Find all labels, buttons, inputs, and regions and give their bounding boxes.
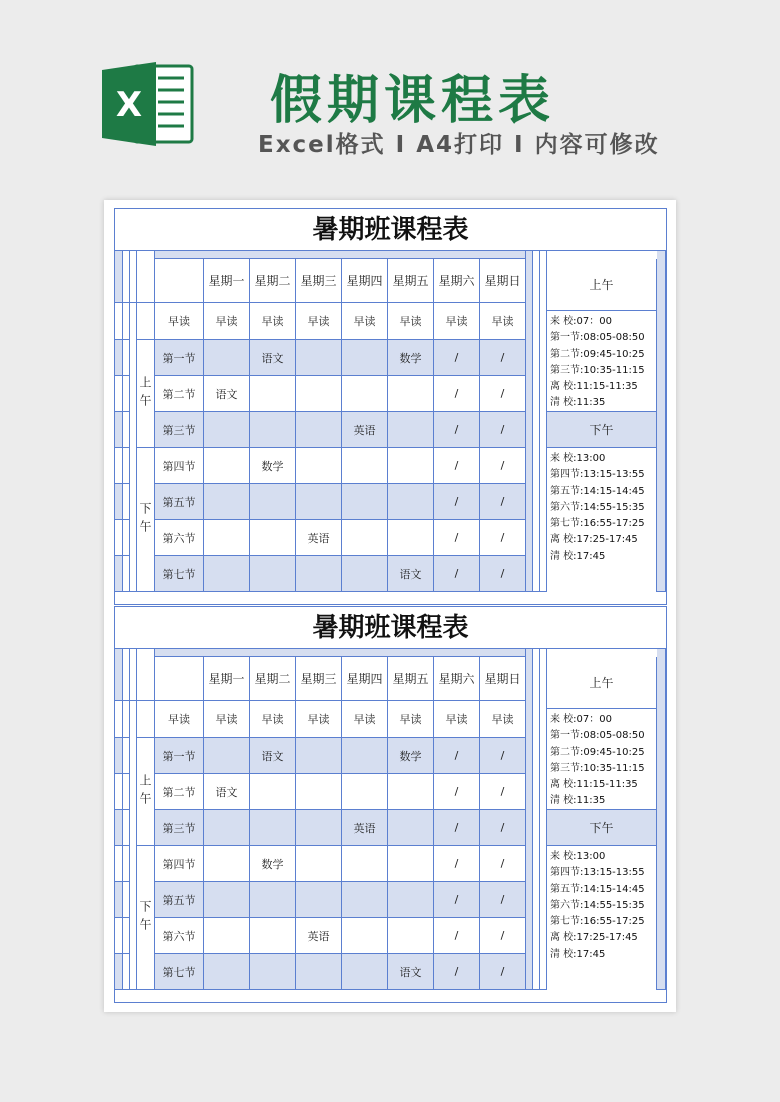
schedule-cell: 早读	[342, 701, 388, 738]
day-header: 星期二	[250, 657, 296, 701]
schedule-cell: /	[480, 520, 526, 556]
schedule-cell: 语文	[388, 954, 434, 990]
schedule-cell: /	[480, 954, 526, 990]
schedule-cell	[388, 810, 434, 846]
afternoon-time-head: 下午	[547, 810, 657, 846]
spacer-col	[115, 412, 123, 448]
spacer-col	[115, 738, 123, 774]
day-header: 星期一	[204, 657, 250, 701]
schedule-cell: /	[434, 376, 480, 412]
day-header: 星期三	[296, 657, 342, 701]
period-label: 第四节	[155, 846, 204, 882]
period-label: 第五节	[155, 882, 204, 918]
day-header: 星期六	[434, 259, 480, 303]
schedule-cell: 语文	[204, 376, 250, 412]
schedule-cell: /	[480, 556, 526, 592]
header-blank	[155, 259, 204, 303]
day-header: 星期一	[204, 259, 250, 303]
schedule-cell	[250, 556, 296, 592]
schedule-cell: 英语	[296, 918, 342, 954]
schedule-cell	[250, 376, 296, 412]
schedule-cell: /	[434, 918, 480, 954]
schedule-cell: 早读	[480, 303, 526, 340]
time-entry: 第二节:09:45-10:25	[550, 746, 645, 758]
schedule-cell: /	[480, 340, 526, 376]
period-label: 第五节	[155, 484, 204, 520]
spacer-col	[123, 412, 130, 448]
time-entry: 第四节:13:15-13:55	[550, 469, 645, 481]
schedule-cell: 早读	[296, 701, 342, 738]
spacer-col	[123, 251, 130, 303]
period-label: 早读	[155, 303, 204, 340]
schedule-cell	[296, 484, 342, 520]
period-label: 第三节	[155, 810, 204, 846]
schedule-cell	[342, 774, 388, 810]
spacer-col	[123, 340, 130, 376]
schedule-cell	[204, 520, 250, 556]
spacer-col	[115, 520, 123, 556]
time-entry: 第七节:16:55-17:25	[550, 518, 645, 530]
period-label: 第一节	[155, 340, 204, 376]
schedule-cell	[204, 954, 250, 990]
schedule-cell: 数学	[250, 448, 296, 484]
time-entry: 清 校:11:35	[550, 397, 606, 409]
time-entry: 第五节:14:15-14:45	[550, 883, 645, 895]
spacer-col	[115, 774, 123, 810]
schedule-cell	[250, 412, 296, 448]
spacer-col	[115, 484, 123, 520]
schedule-cell	[388, 484, 434, 520]
schedule-cell: /	[480, 918, 526, 954]
spacer-col	[115, 954, 123, 990]
time-entry: 第七节:16:55-17:25	[550, 916, 645, 928]
band-strip	[155, 649, 526, 657]
schedule-cell: 早读	[388, 303, 434, 340]
spacer-col	[123, 520, 130, 556]
spacer-col	[123, 846, 130, 882]
spacer-col	[123, 738, 130, 774]
table-title: 暑期班课程表	[115, 607, 666, 649]
schedule-cell: 数学	[388, 340, 434, 376]
schedule-table	[114, 208, 667, 605]
schedule-cell	[204, 448, 250, 484]
day-header: 星期六	[434, 657, 480, 701]
schedule-cell	[388, 882, 434, 918]
schedule-cell: 早读	[342, 303, 388, 340]
schedule-cell	[296, 882, 342, 918]
schedule-cell	[250, 484, 296, 520]
period-label: 第二节	[155, 774, 204, 810]
schedule-cell	[388, 448, 434, 484]
schedule-cell	[342, 376, 388, 412]
schedule-cell: /	[434, 954, 480, 990]
spacer-col	[657, 649, 666, 990]
header-blank	[155, 657, 204, 701]
schedule-cell	[250, 520, 296, 556]
schedule-table	[114, 606, 667, 1003]
table-title: 暑期班课程表	[115, 209, 666, 251]
time-entry: 第六节:14:55-15:35	[550, 899, 645, 911]
time-entry: 第六节:14:55-15:35	[550, 501, 645, 513]
schedule-cell: /	[480, 774, 526, 810]
schedule-cell: /	[434, 846, 480, 882]
spacer-col	[657, 251, 666, 592]
time-entry: 清 校:17:45	[550, 948, 606, 960]
afternoon-time-head: 下午	[547, 412, 657, 448]
schedule-cell	[250, 882, 296, 918]
time-entry: 第一节:08:05-08:50	[550, 730, 645, 742]
morning-time-head: 上午	[547, 657, 657, 709]
spacer-col	[540, 649, 547, 990]
schedule-cell: 英语	[342, 810, 388, 846]
schedule-cell: /	[480, 810, 526, 846]
schedule-cell: /	[434, 520, 480, 556]
time-entry: 清 校:11:35	[550, 795, 606, 807]
schedule-cell: /	[434, 484, 480, 520]
time-entry: 第三节:10:35-11:15	[550, 364, 645, 376]
schedule-cell: 早读	[434, 303, 480, 340]
spacer-col	[123, 954, 130, 990]
schedule-cell	[296, 954, 342, 990]
day-header: 星期三	[296, 259, 342, 303]
schedule-cell	[204, 882, 250, 918]
time-entry: 清 校:17:45	[550, 550, 606, 562]
schedule-cell: /	[480, 882, 526, 918]
spacer-col	[526, 251, 533, 592]
spacer-col	[130, 303, 137, 592]
spacer-col	[115, 701, 123, 738]
schedule-cell	[296, 340, 342, 376]
spacer-col	[115, 649, 123, 701]
spacer-col	[123, 303, 130, 340]
day-header: 星期四	[342, 259, 388, 303]
period-label: 第一节	[155, 738, 204, 774]
time-entry: 第一节:08:05-08:50	[550, 332, 645, 344]
page-subtitle: Excel格式 I A4打印 I 内容可修改	[258, 132, 660, 158]
corner-cell	[137, 251, 155, 303]
corner-cell	[137, 649, 155, 701]
schedule-cell	[296, 376, 342, 412]
time-entry: 第二节:09:45-10:25	[550, 348, 645, 360]
schedule-cell: 语文	[204, 774, 250, 810]
spacer-col	[115, 882, 123, 918]
schedule-cell	[204, 556, 250, 592]
schedule-cell	[388, 520, 434, 556]
spacer-col	[115, 251, 123, 303]
spacer-col	[123, 448, 130, 484]
schedule-cell	[296, 556, 342, 592]
spacer-col	[115, 918, 123, 954]
schedule-cell	[204, 918, 250, 954]
schedule-cell	[250, 954, 296, 990]
schedule-cell	[388, 918, 434, 954]
day-header: 星期二	[250, 259, 296, 303]
schedule-cell	[296, 412, 342, 448]
spacer-col	[115, 448, 123, 484]
schedule-cell	[204, 738, 250, 774]
spacer-col	[123, 774, 130, 810]
schedule-cell	[204, 846, 250, 882]
spacer-col	[130, 701, 137, 990]
schedule-cell	[296, 846, 342, 882]
afternoon-label: 下午	[137, 846, 155, 990]
schedule-cell: 早读	[250, 701, 296, 738]
spacer-col	[123, 484, 130, 520]
spacer-col	[533, 251, 540, 592]
day-header: 星期五	[388, 657, 434, 701]
time-entry: 离 校:11:15-11:35	[550, 779, 638, 791]
schedule-cell: 语文	[250, 738, 296, 774]
schedule-cell: 早读	[480, 701, 526, 738]
spacer-col	[123, 882, 130, 918]
schedule-cell: /	[434, 774, 480, 810]
band-strip	[155, 251, 526, 259]
spacer-col	[130, 251, 137, 303]
schedule-cell	[250, 774, 296, 810]
excel-letter: X	[115, 85, 143, 125]
schedule-cell: /	[480, 448, 526, 484]
time-entry: 来 校:13:00	[550, 851, 606, 862]
spacer-col	[123, 918, 130, 954]
spacer-col	[533, 649, 540, 990]
time-entry: 离 校:17:25-17:45	[550, 534, 638, 546]
period-label: 早读	[155, 701, 204, 738]
period-label: 第三节	[155, 412, 204, 448]
time-entry: 来 校:07：00	[550, 714, 612, 725]
time-entry: 来 校:13:00	[550, 453, 606, 464]
day-header: 星期四	[342, 657, 388, 701]
spacer-col	[115, 810, 123, 846]
schedule-cell	[342, 448, 388, 484]
blank-cell	[137, 303, 155, 340]
schedule-cell	[342, 484, 388, 520]
period-label: 第七节	[155, 954, 204, 990]
spacer-col	[540, 251, 547, 592]
time-entry: 离 校:17:25-17:45	[550, 932, 638, 944]
schedule-cell: /	[480, 484, 526, 520]
period-label: 第六节	[155, 520, 204, 556]
time-entry: 来 校:07：00	[550, 316, 612, 327]
schedule-cell	[342, 846, 388, 882]
spacer-col	[130, 649, 137, 701]
period-label: 第二节	[155, 376, 204, 412]
day-header: 星期日	[480, 259, 526, 303]
morning-label: 上午	[137, 340, 155, 448]
schedule-cell: 英语	[342, 412, 388, 448]
morning-time-list	[547, 709, 657, 810]
schedule-cell: /	[480, 846, 526, 882]
schedule-cell: 早读	[388, 701, 434, 738]
schedule-cell: /	[480, 376, 526, 412]
schedule-cell	[204, 340, 250, 376]
afternoon-time-list	[547, 846, 657, 990]
schedule-cell	[296, 774, 342, 810]
spacer-col	[115, 303, 123, 340]
document-sheet	[104, 200, 676, 1012]
schedule-cell: /	[434, 556, 480, 592]
spacer-col	[123, 701, 130, 738]
spacer-col	[115, 376, 123, 412]
schedule-cell: 语文	[250, 340, 296, 376]
schedule-cell	[342, 954, 388, 990]
schedule-cell: 早读	[434, 701, 480, 738]
schedule-cell	[342, 556, 388, 592]
schedule-cell	[204, 412, 250, 448]
schedule-cell: 语文	[388, 556, 434, 592]
schedule-cell: /	[434, 882, 480, 918]
afternoon-label: 下午	[137, 448, 155, 592]
schedule-cell: /	[434, 810, 480, 846]
schedule-cell	[342, 738, 388, 774]
schedule-cell: /	[434, 738, 480, 774]
page-header	[0, 0, 780, 190]
schedule-cell	[388, 376, 434, 412]
excel-icon	[100, 58, 198, 150]
schedule-cell: /	[480, 738, 526, 774]
schedule-cell: /	[434, 340, 480, 376]
spacer-col	[115, 340, 123, 376]
morning-label: 上午	[137, 738, 155, 846]
schedule-cell	[250, 918, 296, 954]
day-header: 星期日	[480, 657, 526, 701]
period-label: 第七节	[155, 556, 204, 592]
schedule-cell	[250, 810, 296, 846]
schedule-cell: /	[434, 412, 480, 448]
time-entry: 离 校:11:15-11:35	[550, 381, 638, 393]
schedule-cell: 早读	[296, 303, 342, 340]
schedule-cell: 数学	[388, 738, 434, 774]
morning-time-head: 上午	[547, 259, 657, 311]
schedule-cell	[204, 484, 250, 520]
spacer-col	[115, 556, 123, 592]
time-entry: 第五节:14:15-14:45	[550, 485, 645, 497]
spacer-col	[123, 556, 130, 592]
morning-time-list	[547, 311, 657, 412]
schedule-cell: 早读	[250, 303, 296, 340]
schedule-cell: 早读	[204, 701, 250, 738]
schedule-cell	[388, 412, 434, 448]
schedule-cell	[342, 918, 388, 954]
schedule-cell	[204, 810, 250, 846]
time-entry: 第四节:13:15-13:55	[550, 867, 645, 879]
schedule-cell	[388, 846, 434, 882]
time-entry: 第三节:10:35-11:15	[550, 762, 645, 774]
schedule-cell	[342, 340, 388, 376]
schedule-cell	[296, 448, 342, 484]
schedule-cell: 早读	[204, 303, 250, 340]
schedule-cell	[342, 882, 388, 918]
page-title: 假期课程表	[270, 71, 556, 131]
schedule-cell	[342, 520, 388, 556]
period-label: 第四节	[155, 448, 204, 484]
schedule-cell	[296, 810, 342, 846]
schedule-cell: 英语	[296, 520, 342, 556]
afternoon-time-list	[547, 448, 657, 592]
spacer-col	[123, 649, 130, 701]
spacer-col	[115, 846, 123, 882]
spacer-col	[123, 376, 130, 412]
schedule-cell	[296, 738, 342, 774]
schedule-cell: 数学	[250, 846, 296, 882]
schedule-cell: /	[434, 448, 480, 484]
schedule-cell	[388, 774, 434, 810]
day-header: 星期五	[388, 259, 434, 303]
blank-cell	[137, 701, 155, 738]
spacer-col	[526, 649, 533, 990]
period-label: 第六节	[155, 918, 204, 954]
schedule-cell: /	[480, 412, 526, 448]
spacer-col	[123, 810, 130, 846]
